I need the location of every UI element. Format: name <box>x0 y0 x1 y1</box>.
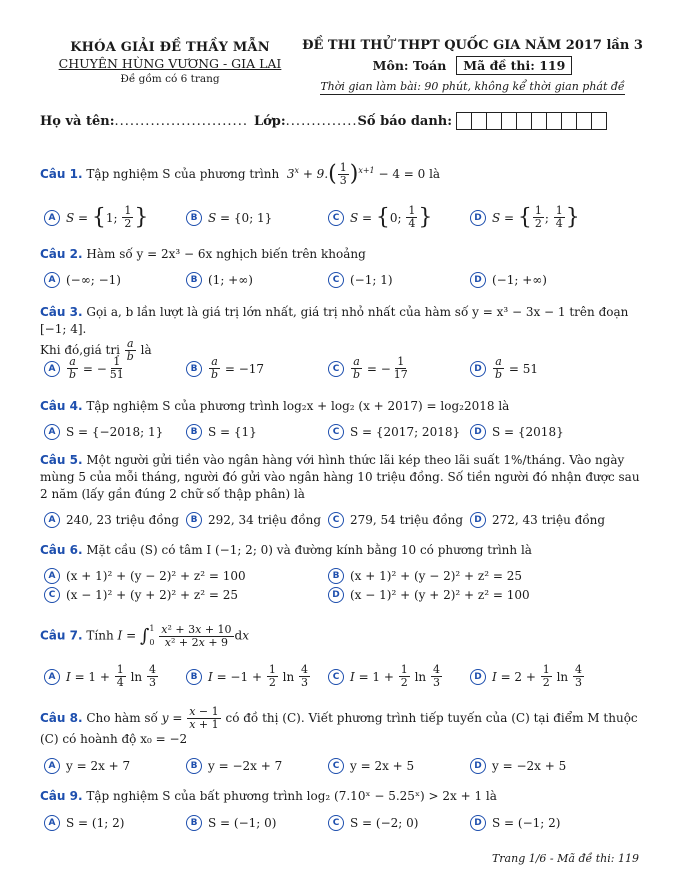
option-letter-icon: D <box>470 758 486 774</box>
class-label: Lớp: <box>253 113 286 129</box>
option-b[interactable]: B y = −2x + 7 <box>186 758 328 774</box>
options-3 <box>44 356 644 381</box>
option-a[interactable]: A S = {−2018; 1} <box>44 424 186 440</box>
question-5: Câu 5. Một người gửi tiền vào ngân hàng với hình thức lãi kép theo lãi suất 1%/tháng. Vào ngày mùng 5 của mỗi tháng, người đó gửi vào ngân hàng 10 triệu đồng. Số tiền người đó nhận được sau 2 năm (lấy gần đúng 2 chữ số thập phân) là <box>40 453 640 501</box>
option-letter-icon: A <box>44 210 60 226</box>
option-letter-icon: B <box>186 210 202 226</box>
option-letter-icon: C <box>328 512 344 528</box>
options-2 <box>44 272 644 288</box>
option-letter-icon: B <box>328 568 344 584</box>
option-b[interactable]: B (1; +∞) <box>186 272 328 288</box>
option-d[interactable]: D (x − 1)² + (y + 2)² + z² = 100 <box>328 587 612 603</box>
option-letter-icon: C <box>328 424 344 440</box>
option-b[interactable]: B 292, 34 triệu đồng <box>186 512 328 528</box>
question-1: Câu 1. Tập nghiệm S của phương trình $3^x + 9$.( $\frac{1}{3}$ )$^{x+1}$ − 4 = 0 là <box>40 161 441 187</box>
option-c[interactable]: C 279, 54 triệu đồng <box>328 512 470 528</box>
school-line2: CHUYÊN HÙNG VƯƠNG - GIA LAI <box>58 56 282 71</box>
option-letter-icon: A <box>44 512 60 528</box>
option-letter-icon: C <box>328 210 344 226</box>
option-a[interactable]: A (−∞; −1) <box>44 272 186 288</box>
option-a[interactable]: A 240, 23 triệu đồng <box>44 512 186 528</box>
question-number: Câu 1. <box>40 167 83 181</box>
options-9 <box>44 815 644 831</box>
pages-note: Đề gồm có 6 trang <box>120 73 220 85</box>
student-info <box>40 112 640 130</box>
question-2: Câu 2. Hàm số y = 2x³ − 6x nghịch biến trên khoảng <box>40 247 366 261</box>
option-letter-icon: D <box>470 669 486 685</box>
id-label: Số báo danh: <box>357 113 453 129</box>
option-c[interactable]: C S = (−2; 0) <box>328 815 470 831</box>
option-d[interactable]: D S = { $\frac{1}{2}$ ; $\frac{1}{4}$ } <box>470 205 580 230</box>
option-letter-icon: D <box>470 815 486 831</box>
option-letter-icon: D <box>328 587 344 603</box>
option-letter-icon: C <box>328 272 344 288</box>
option-d[interactable]: D 272, 43 triệu đồng <box>470 512 605 528</box>
option-a[interactable]: A (x + 1)² + (y − 2)² + z² = 100 <box>44 568 328 584</box>
option-a[interactable]: A $\frac{a}{b}$ = − $\frac{1}{51}$ <box>44 356 186 381</box>
option-letter-icon: D <box>470 424 486 440</box>
option-letter-icon: C <box>328 815 344 831</box>
school-header <box>40 40 300 85</box>
option-c[interactable]: C I = 1 + $\frac{1}{2}$ ln $\frac{4}{3}$ <box>328 664 470 689</box>
name-field[interactable]: .......................... <box>114 113 248 129</box>
exam-code: Mã đề thi: 119 <box>456 56 572 75</box>
option-c[interactable]: C $\frac{a}{b}$ = − $\frac{1}{17}$ <box>328 356 470 381</box>
option-letter-icon: B <box>186 512 202 528</box>
options-8 <box>44 758 644 774</box>
option-b[interactable]: B (x + 1)² + (y − 2)² + z² = 25 <box>328 568 612 584</box>
name-label: Họ và tên: <box>40 113 115 129</box>
option-a[interactable]: A y = 2x + 7 <box>44 758 186 774</box>
option-letter-icon: C <box>328 361 344 377</box>
option-letter-icon: B <box>186 361 202 377</box>
option-c[interactable]: C (−1; 1) <box>328 272 470 288</box>
class-field[interactable]: .............. <box>285 113 358 129</box>
option-c[interactable]: C S = {2017; 2018} <box>328 424 470 440</box>
option-letter-icon: D <box>470 272 486 288</box>
option-a[interactable]: A S = (1; 2) <box>44 815 186 831</box>
option-letter-icon: D <box>470 512 486 528</box>
option-letter-icon: C <box>328 758 344 774</box>
option-letter-icon: C <box>44 587 60 603</box>
option-b[interactable]: B $\frac{a}{b}$ = −17 <box>186 356 328 381</box>
option-letter-icon: A <box>44 669 60 685</box>
option-d[interactable]: D (−1; +∞) <box>470 272 547 288</box>
option-d[interactable]: D y = −2x + 5 <box>470 758 566 774</box>
option-letter-icon: D <box>470 361 486 377</box>
option-letter-icon: A <box>44 758 60 774</box>
option-d[interactable]: D S = (−1; 2) <box>470 815 560 831</box>
option-letter-icon: C <box>328 669 344 685</box>
question-7: Câu 7. Tính I = ∫ 1 0 $\frac{\text{x² + 3x + 10}}{\text{x² + 2x + 9}}$ dx <box>40 622 250 649</box>
subject: Môn: Toán <box>372 58 447 73</box>
time-note: Thời gian làm bài: 90 phút, không kể thời gian phát đề <box>320 80 625 93</box>
option-b[interactable]: B I = −1 + $\frac{1}{2}$ ln $\frac{4}{3}$ <box>186 664 328 689</box>
option-a[interactable]: A S = { 1; $\frac{1}{2}$ } <box>44 205 186 230</box>
option-letter-icon: B <box>186 272 202 288</box>
option-c[interactable]: C S = { 0; $\frac{1}{4}$ } <box>328 205 470 230</box>
option-letter-icon: A <box>44 361 60 377</box>
option-letter-icon: A <box>44 424 60 440</box>
option-letter-icon: B <box>186 669 202 685</box>
option-letter-icon: A <box>44 272 60 288</box>
option-a[interactable]: A I = 1 + $\frac{1}{4}$ ln $\frac{4}{3}$ <box>44 664 186 689</box>
question-9: Câu 9. Tập nghiệm S của bất phương trình log₂ (7.10ˣ − 5.25ˣ) > 2x + 1 là <box>40 789 497 803</box>
exam-header <box>300 38 645 95</box>
options-4 <box>44 424 644 440</box>
school-line1: KHÓA GIẢI ĐỀ THẦY MẪN <box>70 40 270 55</box>
option-d[interactable]: D I = 2 + $\frac{1}{2}$ ln $\frac{4}{3}$ <box>470 664 585 689</box>
exam-title: ĐỀ THI THỬ THPT QUỐC GIA NĂM 2017 lần 3 <box>302 38 643 53</box>
option-b[interactable]: B S = {0; 1} <box>186 205 328 230</box>
option-c[interactable]: C (x − 1)² + (y + 2)² + z² = 25 <box>44 587 328 603</box>
option-b[interactable]: B S = {1} <box>186 424 328 440</box>
page-footer: Trang 1/6 - Mã đề thi: 119 <box>491 852 639 865</box>
option-d[interactable]: D $\frac{a}{b}$ = 51 <box>470 356 538 381</box>
option-letter-icon: D <box>470 210 486 226</box>
options-6 <box>44 568 644 603</box>
option-b[interactable]: B S = (−1; 0) <box>186 815 328 831</box>
option-letter-icon: B <box>186 815 202 831</box>
id-boxes[interactable] <box>456 112 607 130</box>
option-letter-icon: A <box>44 815 60 831</box>
option-letter-icon: A <box>44 568 60 584</box>
question-4: Câu 4. Tập nghiệm S của phương trình log₂x + log₂ (x + 2017) = log₂2018 là <box>40 399 510 413</box>
options-5 <box>44 512 644 528</box>
option-letter-icon: B <box>186 424 202 440</box>
option-d[interactable]: D S = {2018} <box>470 424 564 440</box>
question-6: Câu 6. Mặt cầu (S) có tâm I (−1; 2; 0) và đường kính bằng 10 có phương trình là <box>40 543 532 557</box>
options-1 <box>44 205 644 230</box>
option-letter-icon: B <box>186 758 202 774</box>
option-c[interactable]: C y = 2x + 5 <box>328 758 470 774</box>
question-8: Câu 8. Cho hàm số y = $\frac{x - 1}{x + 1}$ có đồ thị (C). Viết phương trình tiếp tuyến của (C) tại điểm M thuộc (C) có hoành độ x₀ = −2 <box>40 705 638 746</box>
question-3: Câu 3. Gọi a, b lần lượt là giá trị lớn nhất, giá trị nhỏ nhất của hàm số y = x³ − 3x − 1 trên đoạn [−1; 4]. Khi đó,giá trị $\frac{a}{b}$ là <box>40 305 629 363</box>
options-7 <box>44 664 644 689</box>
